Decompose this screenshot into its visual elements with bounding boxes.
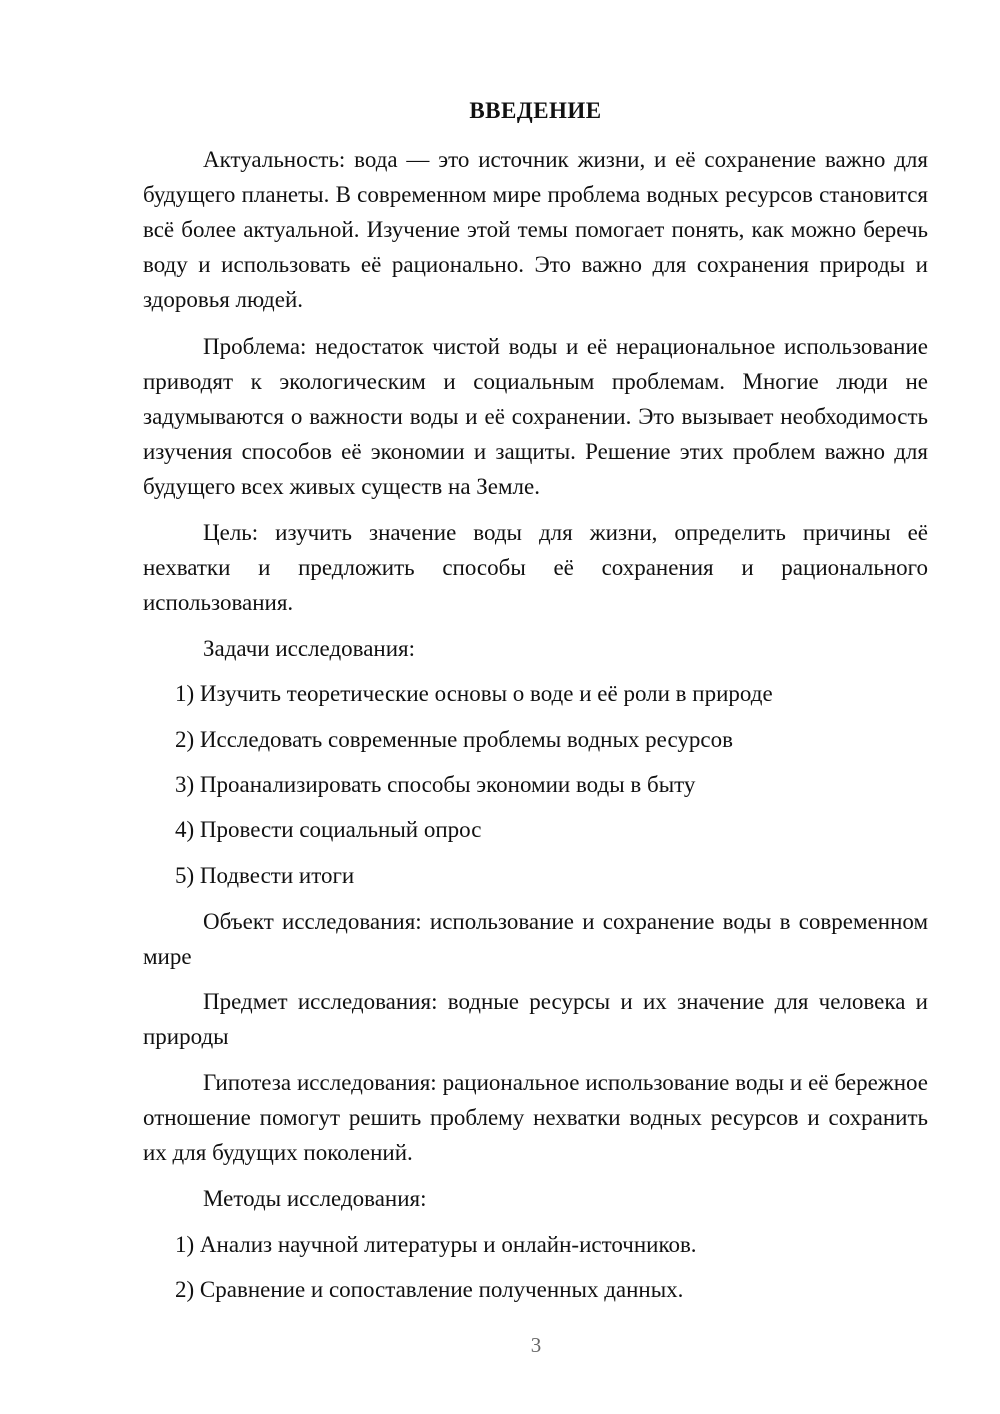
- subject-paragraph: Предмет исследования: водные ресурсы и их значение для человека и природы: [143, 989, 928, 1049]
- task-item: 1) Изучить теоретические основы о воде и её роли в природе: [175, 681, 773, 706]
- page-title: ВВЕДЕНИЕ: [469, 98, 602, 123]
- object-paragraph: Объект исследования: использование и сохранение воды в современном мире: [143, 909, 928, 969]
- task-item: 3) Проанализировать способы экономии воды в быту: [175, 772, 696, 797]
- relevance-paragraph: Актуальность: вода — это источник жизни, и её сохранение важно для будущего планеты. В современном мире проблема водных ресурсов становится всё более актуальной. Изучение этой темы помогает понять, как можно беречь воду и использовать её рационально. Это важно для сохранения природы и здоровья людей.: [143, 147, 928, 312]
- goal-paragraph: Цель: изучить значение воды для жизни, определить причины её нехватки и предложить способы её сохранения и рационального использования.: [143, 520, 928, 615]
- method-item: 1) Анализ научной литературы и онлайн-источников.: [175, 1232, 697, 1257]
- problem-paragraph: Проблема: недостаток чистой воды и её нерациональное использование приводят к экологическим и социальным проблемам. Многие люди не задумываются о важности воды и её сохранении. Это вызывает необходимость изучения способов её экономии и защиты. Решение этих проблем важно для будущего всех живых существ на Земле.: [143, 334, 928, 499]
- methods-heading: Методы исследования:: [203, 1186, 427, 1211]
- task-item: 5) Подвести итоги: [175, 863, 355, 888]
- hypothesis-paragraph: Гипотеза исследования: рациональное использование воды и её бережное отношение помогут решить проблему нехватки водных ресурсов и сохранить их для будущих поколений.: [143, 1070, 928, 1165]
- method-item: 2) Сравнение и сопоставление полученных данных.: [175, 1277, 684, 1302]
- tasks-heading: Задачи исследования:: [203, 636, 416, 661]
- task-item: 4) Провести социальный опрос: [175, 817, 482, 842]
- task-item: 2) Исследовать современные проблемы водных ресурсов: [175, 727, 733, 752]
- page-number: 3: [530, 1333, 542, 1357]
